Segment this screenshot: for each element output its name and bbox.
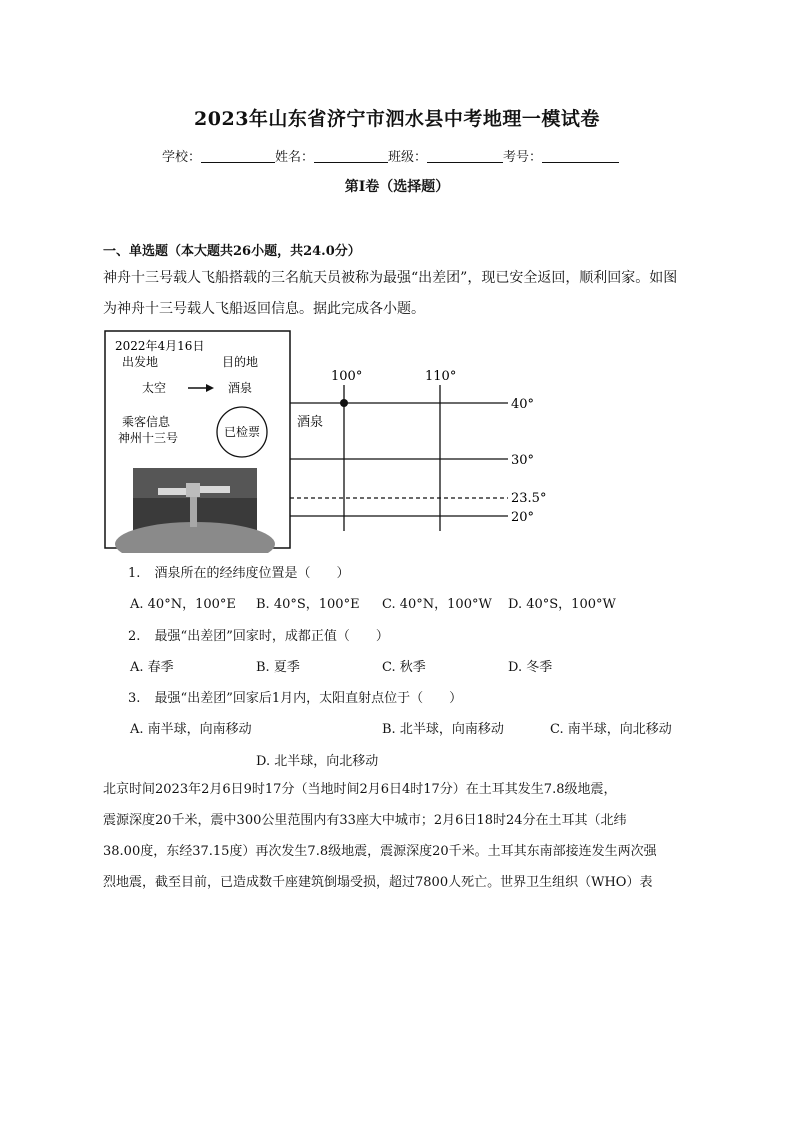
question-2-option-a[interactable]: A. 春季 [130,660,174,675]
ticket-from: 太空 [142,381,167,395]
section-heading: 一、单选题（本大题共26小题，共24.0分） [103,244,361,259]
figure-ticket-and-grid [100,328,570,553]
question-3-text: 最强“出差团”回家后1月内，太阳直射点位于（ ） [154,691,463,706]
question-3-option-a[interactable]: A. 南半球，向南移动 [130,722,252,737]
question-3-option-b[interactable]: B. 北半球，向南移动 [382,722,504,737]
question-3-option-c[interactable]: C. 南半球，向北移动 [550,722,672,737]
intro-line-1: 神舟十三号载人飞船搭载的三名航天员被称为最强“出差团”，现已安全返回，顺利回家。如图 [103,270,678,286]
number-label: 考号： [503,150,543,165]
name-label: 姓名： [275,150,315,165]
question-2 [128,625,389,644]
name-blank[interactable] [314,162,388,163]
lon-label-110: 110° [425,369,457,384]
intro-paragraph [103,263,695,325]
departure-label: 出发地 [122,355,159,369]
lat-label-40: 40° [511,397,535,412]
jiuquan-point [340,399,348,407]
number-blank[interactable] [542,162,619,163]
lat-label-23-5: 23.5° [511,491,547,506]
question-1-option-c[interactable]: C. 40°N，100°W [382,597,492,612]
destination-label: 目的地 [222,355,259,369]
lon-label-100: 100° [331,369,363,384]
student-info-line [162,146,619,165]
intro-line-2: 为神舟十三号载人飞船返回信息。据此完成各小题。 [103,301,425,317]
question-2-option-d[interactable]: D. 冬季 [508,660,553,675]
space-station-photo [115,468,275,553]
question-2-text: 最强“出差团”回家时，成都正值（ ） [154,629,389,644]
ticket-to: 酒泉 [228,381,253,395]
passage-line-4: 烈地震，截至目前，已造成数千座建筑倒塌受损，超过7800人死亡。世界卫生组织（WHO）表 [103,875,653,890]
earthquake-passage [103,774,695,898]
stamp-text: 已检票 [223,425,261,439]
question-3-number: 3. [128,691,141,706]
question-1-option-b[interactable]: B. 40°S，100°E [256,597,360,612]
question-2-option-c[interactable]: C. 秋季 [382,660,426,675]
school-label: 学校： [162,150,202,165]
school-blank[interactable] [201,162,275,163]
place-label-jiuquan: 酒泉 [297,415,324,430]
question-1-option-a[interactable]: A. 40°N，100°E [130,597,236,612]
passenger-name: 神州十三号 [118,431,179,445]
question-1-text: 酒泉所在的经纬度位置是（ ） [154,566,350,581]
passage-line-2: 震源深度20千米，震中300公里范围内有33座大中城市；2月6日18时24分在土耳其（北纬 [103,813,627,828]
ticket-date: 2022年4月16日 [115,339,205,353]
question-2-number: 2. [128,629,141,644]
passage-line-1: 北京时间2023年2月6日9时17分（当地时间2月6日4时17分）在土耳其发生7.8级地震， [103,782,617,797]
question-1-option-d[interactable]: D. 40°S，100°W [508,597,616,612]
latlon-grid [290,369,546,531]
passenger-label: 乘客信息 [122,415,171,429]
question-3-option-d[interactable]: D. 北半球，向北移动 [256,754,379,769]
exam-title: 2023年山东省济宁市泗水县中考地理一模试卷 [194,108,600,130]
question-1-number: 1. [128,566,141,581]
lat-label-20: 20° [511,510,535,525]
question-3 [128,687,462,706]
question-2-option-b[interactable]: B. 夏季 [256,660,300,675]
question-1 [128,562,350,581]
volume-heading: 第Ⅰ卷（选择题） [344,179,450,195]
lat-label-30: 30° [511,453,535,468]
class-blank[interactable] [427,162,503,163]
class-label: 班级： [388,150,428,165]
passage-line-3: 38.00度，东经37.15度）再次发生7.8级地震，震源深度20千米。土耳其东南部接连发生两次强 [103,844,657,859]
